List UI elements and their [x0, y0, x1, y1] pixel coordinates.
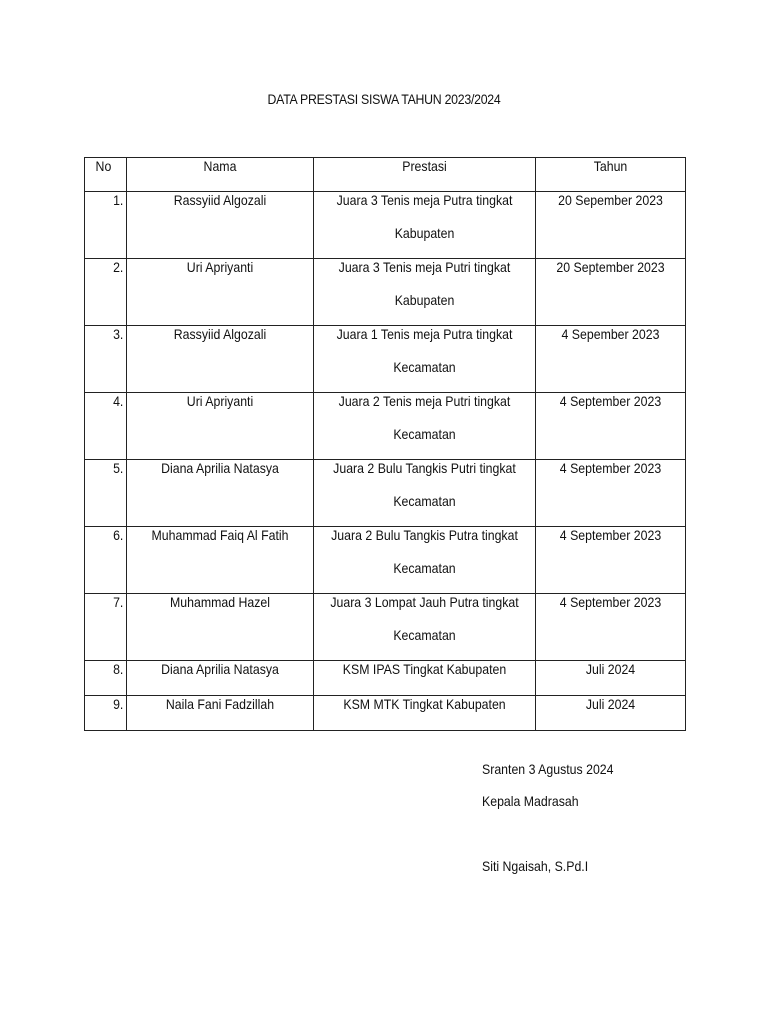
- cell-no: 6.: [85, 527, 127, 594]
- table-row: [85, 259, 686, 326]
- header-prestasi: Prestasi: [314, 158, 536, 192]
- cell-no: 5.: [85, 460, 127, 527]
- cell-tahun: 4 September 2023: [536, 527, 686, 594]
- header-no: No: [85, 158, 127, 192]
- cell-no: 4.: [85, 393, 127, 460]
- cell-no: 8.: [85, 661, 127, 696]
- cell-tahun: Juli 2024: [536, 661, 686, 696]
- cell-tahun: Juli 2024: [536, 696, 686, 731]
- cell-nama: Diana Aprilia Natasya: [127, 460, 314, 527]
- cell-nama: Muhammad Faiq Al Fatih: [127, 527, 314, 594]
- cell-no: 9.: [85, 696, 127, 731]
- cell-prestasi: Juara 2 Bulu Tangkis Putra tingkat Kecamatan: [314, 527, 536, 594]
- signature-position: Kepala Madrasah: [482, 793, 579, 809]
- cell-tahun: 4 September 2023: [536, 594, 686, 661]
- signature-place-date: Sranten 3 Agustus 2024: [482, 761, 614, 777]
- achievement-table: [84, 157, 686, 731]
- cell-prestasi: KSM MTK Tingkat Kabupaten: [314, 696, 536, 731]
- cell-tahun: 20 September 2023: [536, 259, 686, 326]
- cell-prestasi: Juara 2 Tenis meja Putri tingkat Kecamatan: [314, 393, 536, 460]
- cell-no: 2.: [85, 259, 127, 326]
- table-row: [85, 594, 686, 661]
- cell-tahun: 4 Sepember 2023: [536, 326, 686, 393]
- cell-prestasi: Juara 3 Lompat Jauh Putra tingkat Kecamatan: [314, 594, 536, 661]
- cell-nama: Uri Apriyanti: [127, 393, 314, 460]
- cell-prestasi: Juara 3 Tenis meja Putra tingkat Kabupaten: [314, 192, 536, 259]
- cell-nama: Rassyiid Algozali: [127, 192, 314, 259]
- table-row: [85, 192, 686, 259]
- cell-prestasi: Juara 1 Tenis meja Putra tingkat Kecamatan: [314, 326, 536, 393]
- cell-nama: Naila Fani Fadzillah: [127, 696, 314, 731]
- header-nama: Nama: [127, 158, 314, 192]
- cell-no: 1.: [85, 192, 127, 259]
- cell-nama: Muhammad Hazel: [127, 594, 314, 661]
- signature-name: Siti Ngaisah, S.Pd.I: [482, 858, 589, 874]
- cell-tahun: 4 September 2023: [536, 460, 686, 527]
- table-row: [85, 393, 686, 460]
- header-tahun: Tahun: [536, 158, 686, 192]
- cell-tahun: 4 September 2023: [536, 393, 686, 460]
- document-title: DATA PRESTASI SISWA TAHUN 2023/2024: [267, 91, 501, 107]
- table-row: [85, 460, 686, 527]
- cell-prestasi: Juara 2 Bulu Tangkis Putri tingkat Kecamatan: [314, 460, 536, 527]
- cell-nama: Uri Apriyanti: [127, 259, 314, 326]
- cell-nama: Rassyiid Algozali: [127, 326, 314, 393]
- table-row: [85, 696, 686, 731]
- cell-nama: Diana Aprilia Natasya: [127, 661, 314, 696]
- cell-prestasi: KSM IPAS Tingkat Kabupaten: [314, 661, 536, 696]
- table-row: [85, 527, 686, 594]
- cell-tahun: 20 Sepember 2023: [536, 192, 686, 259]
- table-row: [85, 326, 686, 393]
- cell-no: 7.: [85, 594, 127, 661]
- cell-prestasi: Juara 3 Tenis meja Putri tingkat Kabupaten: [314, 259, 536, 326]
- cell-no: 3.: [85, 326, 127, 393]
